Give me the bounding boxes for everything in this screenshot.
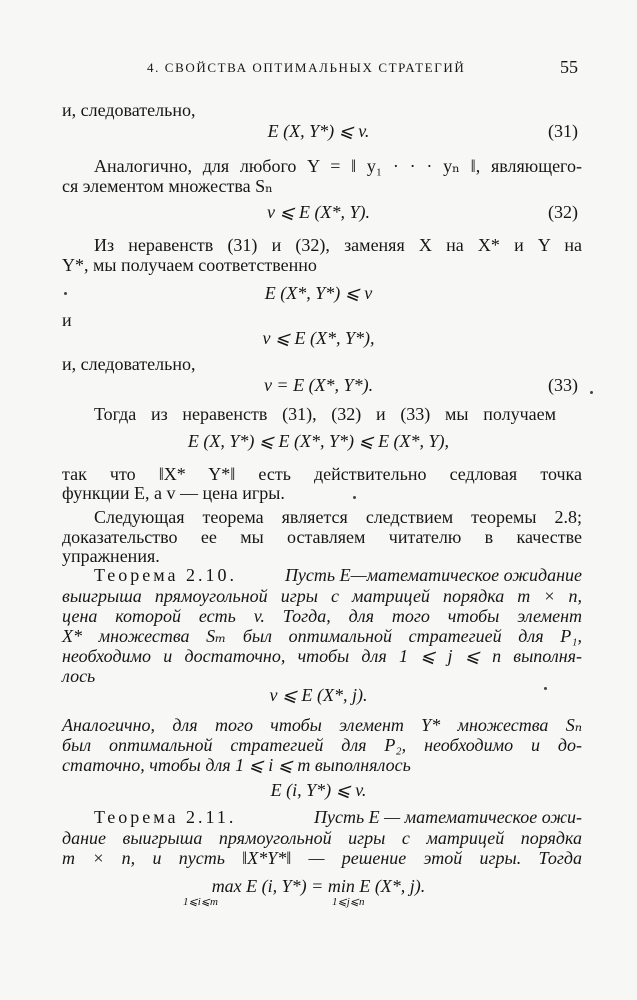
theorem-2-11 <box>94 808 582 826</box>
text-line: лось <box>62 666 96 686</box>
text-line: дание выигрыша прямоугольной игры с матрицей порядка <box>62 828 582 848</box>
text-line: так что ‖X* Y*‖ есть действительно седловая точка <box>62 464 582 484</box>
text-line: m × n, и пусть ‖X*Y*‖ — решение этой игры. Тогда <box>62 848 582 868</box>
running-title: 4. СВОЙСТВА ОПТИМАЛЬНЫХ СТРАТЕГИЙ <box>147 60 466 75</box>
equation: E (X, Y*) ⩽ E (X*, Y*) ⩽ E (X*, Y), <box>187 431 450 451</box>
equation-subscript: 1⩽j⩽n <box>332 896 365 908</box>
equation-32 <box>0 203 637 221</box>
text-line: X* множества Sₘ был оптимальной стратегией для P₁, <box>62 626 582 646</box>
text-line: и, следовательно, <box>62 354 196 374</box>
speck <box>353 496 356 499</box>
equation: E (X*, Y*) ⩽ v <box>264 283 373 303</box>
page-number: 55 <box>560 57 578 77</box>
text-line: Аналогично, для любого Y = ‖ y₁ · · · yₙ ‖, являющего- <box>94 156 582 176</box>
text-line: функции E, а v — цена игры. <box>62 483 285 503</box>
text-line: Следующая теорема является следствием теоремы 2.8; <box>94 507 582 527</box>
text-line: Из неравенств (31) и (32), заменяя X на X* и Y на <box>94 235 582 255</box>
equation-number: (32) <box>548 202 578 222</box>
theorem-label: Теорема 2.11. <box>94 807 237 827</box>
equation-text: v ⩽ E (X*, Y). <box>266 202 371 222</box>
equation-number: (31) <box>548 121 578 141</box>
equation-text: E (X, Y*) ⩽ v. <box>267 121 370 141</box>
theorem-text: Пусть E—математическое ожидание <box>284 565 582 585</box>
equation-31 <box>0 122 637 140</box>
theorem-2-10 <box>94 566 582 584</box>
equation: v ⩽ E (X*, Y*), <box>262 328 375 348</box>
text-line: Тогда из неравенств (31), (32) и (33) мы получаем <box>94 404 556 424</box>
text-line: и <box>62 310 72 330</box>
text-line: статочно, чтобы для 1 ⩽ i ⩽ m выполнялось <box>62 755 411 775</box>
text-line: цена которой есть v. Тогда, для того чтобы элемент <box>62 606 582 626</box>
text-line: упражнения. <box>62 546 160 566</box>
speck <box>590 391 593 394</box>
text-line: был оптимальной стратегией для P₂, необходимо и до- <box>62 735 582 755</box>
text-line: доказательство ее мы оставляем читателю в качестве <box>62 527 582 547</box>
equation: max E (i, Y*) = min E (X*, j). <box>211 876 426 896</box>
speck <box>64 292 67 295</box>
text-line: выигрыша прямоугольной игры с матрицей порядка m × n, <box>62 586 582 606</box>
equation: E (i, Y*) ⩽ v. <box>270 780 367 800</box>
text-line: Аналогично, для того чтобы элемент Y* множества Sₙ <box>62 715 582 735</box>
equation-number: (33) <box>548 375 578 395</box>
theorem-text: Пусть E — математическое ожи- <box>313 807 582 827</box>
equation-33 <box>0 376 637 394</box>
equation: v ⩽ E (X*, j). <box>269 685 368 705</box>
text-line: необходимо и достаточно, чтобы для 1 ⩽ j ⩽ n выполня- <box>62 646 582 666</box>
speck <box>544 687 547 690</box>
text-line: Y*, мы получаем соответственно <box>62 255 317 275</box>
text-line: ся элементом множества Sₙ <box>62 176 273 196</box>
equation-text: v = E (X*, Y*). <box>263 375 374 395</box>
text-line: и, следовательно, <box>62 100 196 120</box>
theorem-label: Теорема 2.10. <box>94 565 238 585</box>
equation-subscript: 1⩽i⩽m <box>183 896 218 908</box>
